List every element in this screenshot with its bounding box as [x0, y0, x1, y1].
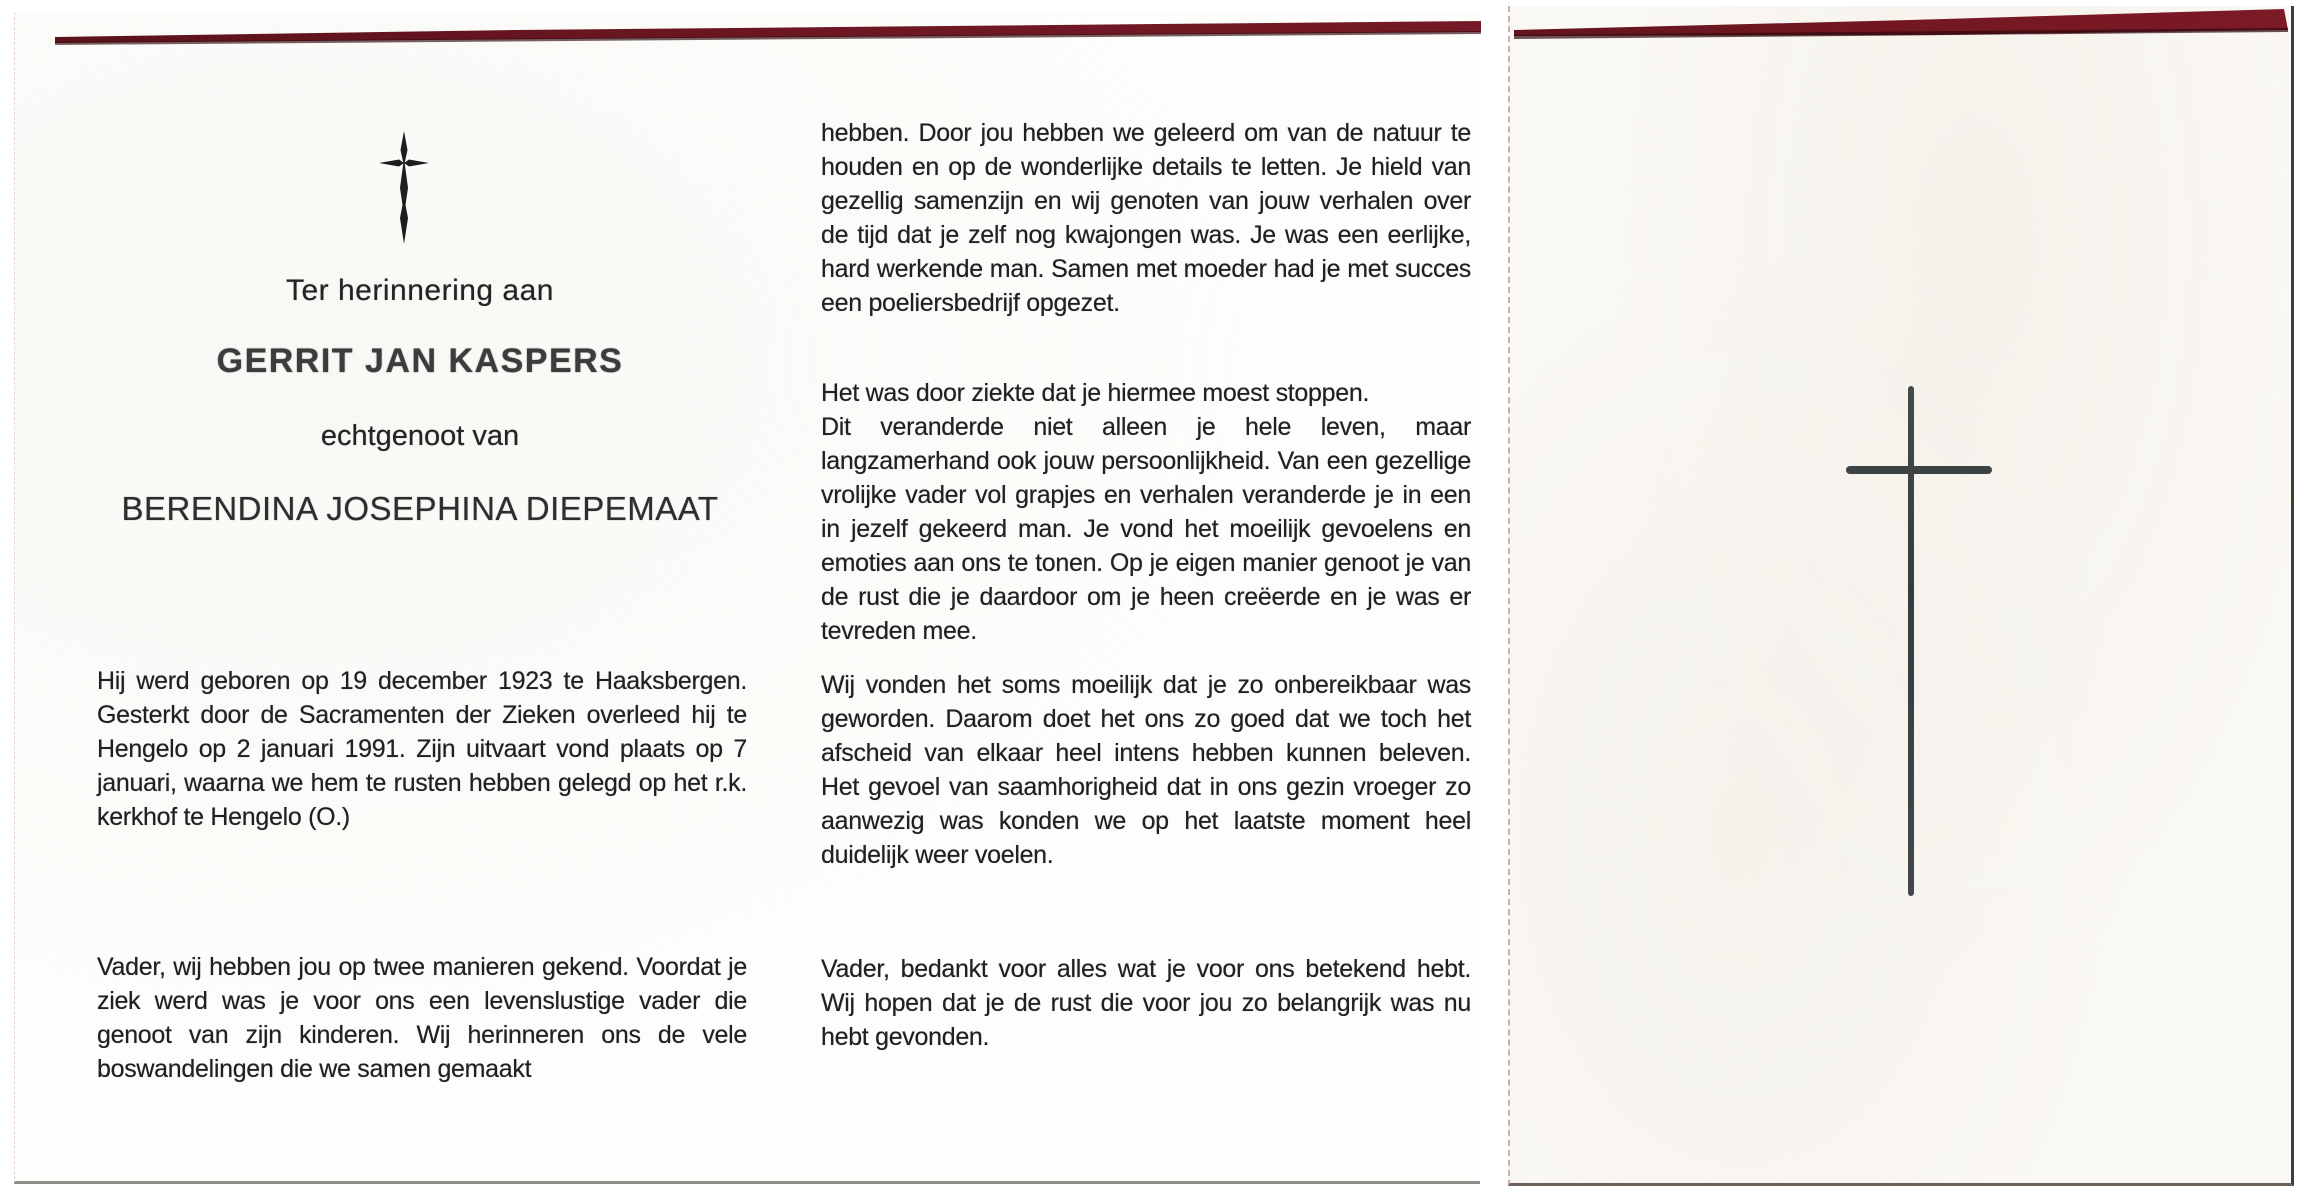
- ornate-cross-icon: [377, 130, 431, 246]
- illness-paragraph-block: [821, 376, 1471, 648]
- relation-line: echtgenoot van: [320, 420, 520, 452]
- illness-paragraph-line: Het was door ziekte dat je hiermee moest stoppen.: [821, 379, 1370, 407]
- tribute-paragraph-start: Vader, wij hebben jou op twee manieren gekend. Voordat je ziek werd was je voor ons een levenslustige vader die genoot van zijn kinderen. Wij herinneren ons de vele boswandelingen die we samen gemaakt: [97, 953, 747, 1083]
- tribute-paragraph-continuation: hebben. Door jou hebben we geleerd om van de natuur te houden en op de wonderlijke details te letten. Je hield van gezellig samenzijn en wij genoten van jouw verhalen over de tijd dat je zelf nog kwajongen was. Je was een eerlijke, hard werkende man. Samen met moeder had je met succes een poeliersbedrijf opgezet.: [821, 119, 1471, 317]
- spouse-name: BERENDINA JOSEPHINA DIEPEMAAT: [121, 490, 719, 527]
- farewell-paragraph: Wij vonden het soms moeilijk dat je zo onbereikbaar was geworden. Daarom doet het ons zo goed dat we toch het afscheid van elkaar heel intens hebben kunnen beleven. Het gevoel van saamhorigheid dat in ons gezin vroeger zo aanwezig was konden we op het laatste moment heel duidelijk weer voelen.: [821, 671, 1471, 869]
- birth-death-paragraph: Hij werd geboren op 19 december 1923 te Haaksbergen. Gesterkt door de Sacramenten der Zieken overleed hij te Hengelo op 2 januari 1991. Zijn uitvaart vond plaats op 7 januari, waarna we hem te rusten hebben gelegd op het r.k. kerkhof te Hengelo (O.): [97, 667, 747, 831]
- plain-cross-horizontal-bar: [1846, 466, 1992, 474]
- plain-cross-vertical-bar: [1908, 386, 1914, 896]
- memorial-line: Ter herinnering aan: [285, 274, 554, 307]
- scan-top-edge-back: [1510, 6, 2296, 56]
- thanks-paragraph: Vader, bedankt voor alles wat je voor ons betekend hebt. Wij hopen dat je de rust die voor jou zo belangrijk was nu hebt gevonden.: [821, 955, 1471, 1051]
- card-back-cover-sheet: [1508, 6, 2294, 1186]
- personality-change-paragraph: Dit veranderde niet alleen je hele leven, maar langzamerhand ook jouw persoonlijkheid. Van een gezellige vrolijke vader vol grapjes en verhalen veranderde je in een in jezelf gekeerd man. Je vond het moeilijk gevoelens en emoties aan ons te tonen. Op je eigen manier genoot je van de rust die je daardoor om je heen creëerde en je was er tevreden mee.: [821, 413, 1471, 645]
- deceased-name: GERRIT JAN KASPERS: [216, 342, 624, 380]
- card-inner-spread-sheet: [14, 12, 1480, 1184]
- scan-top-edge-front: [15, 12, 1481, 56]
